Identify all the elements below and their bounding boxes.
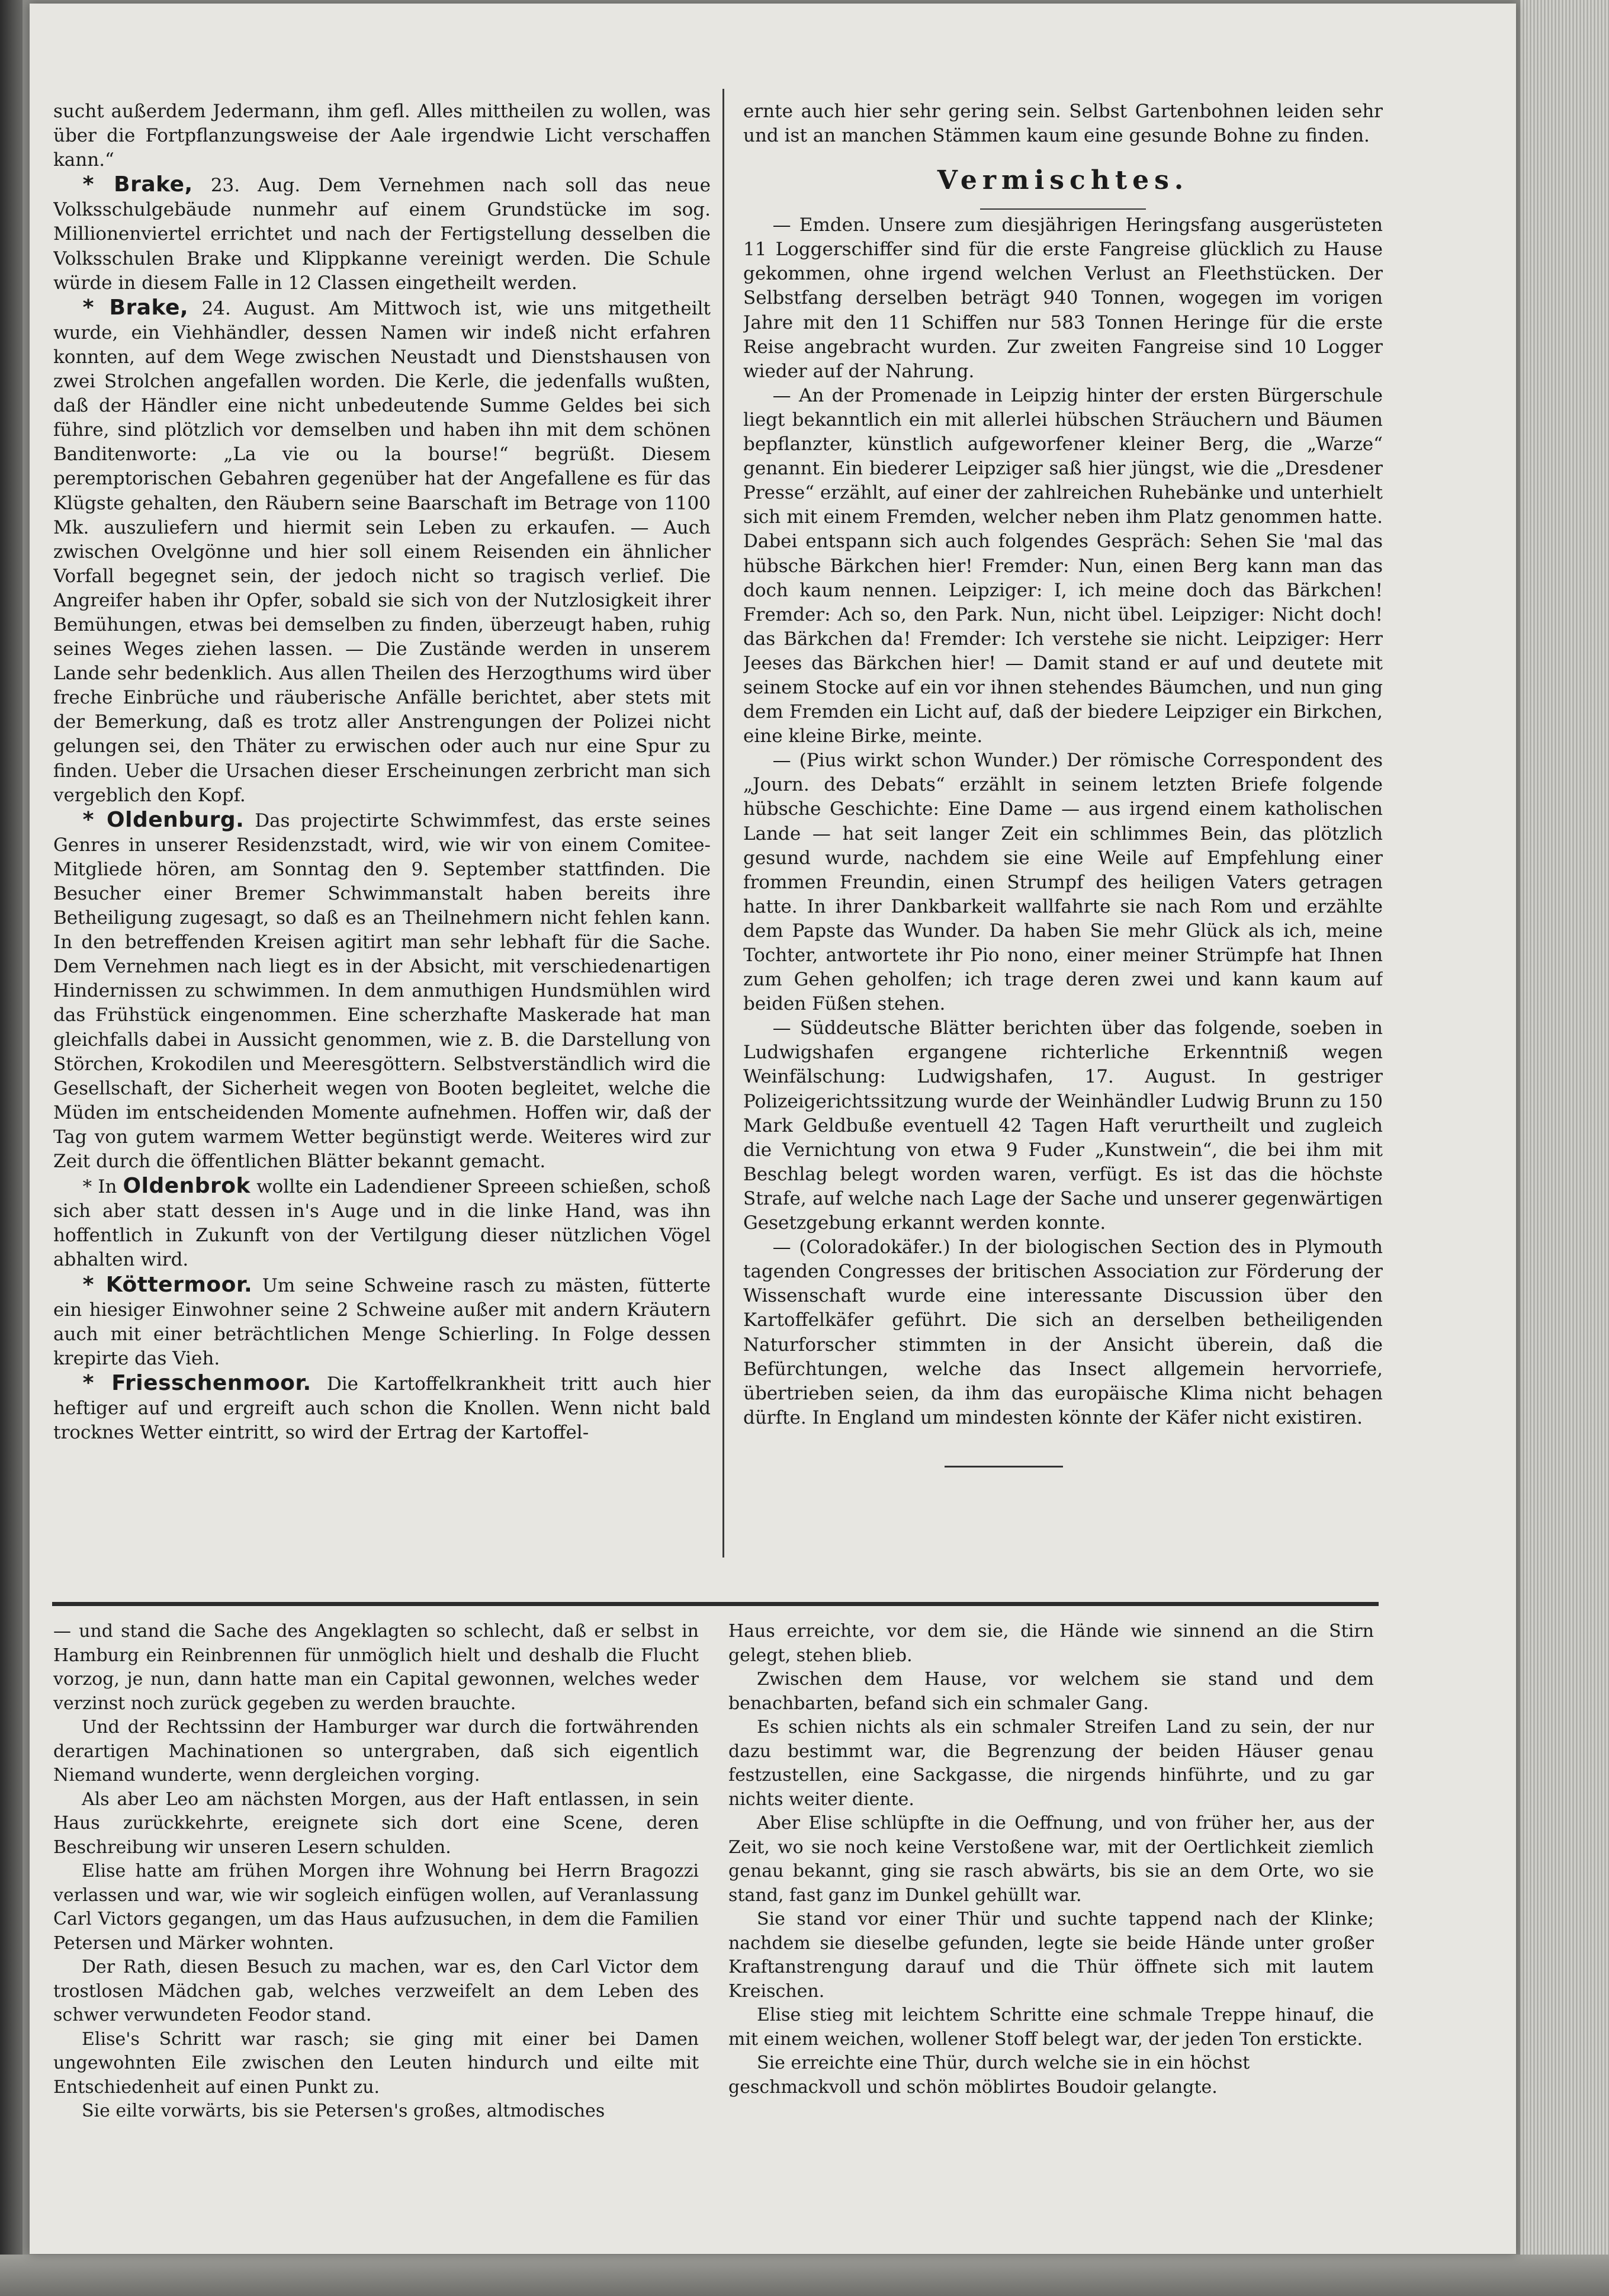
article-continuation: sucht außerdem Jedermann, ihm gefl. Alles mittheilen zu wollen, was über die Fortpflanzungsweise der Aale irgendwie Licht verschaffen kann.“ xyxy=(53,101,711,171)
article-brake-1 xyxy=(53,172,711,295)
article-body: 23. Aug. Dem Vernehmen nach soll das neue Volksschulgebäude nunmehr auf einem Grundstücke im sog. Millionenviertel errichtet und nach der Fertigstellung desselben die Volksschulen Brake und Klippkanne vereinigt werden. Die Schule würde in diesem Falle in 12 Classen eingetheilt werden. xyxy=(53,175,711,294)
miscellany-column xyxy=(743,99,1383,1550)
article-body: wollte ein Ladendiener Spreeen schießen, schoß sich aber statt dessen in's Auge und in die linke Hand, was ihn hoffentlich in Zukunft von der Vertilgung dieser nützlichen Vögel abhalten wird. xyxy=(53,1176,711,1271)
article-body: Das projectirte Schwimmfest, das erste seines Genres in unserer Residenzstadt, wird, wie wir von einem Comitee-Mitgliede hören, am Sonntag den 9. September stattfinden. Die Besucher einer Bremer Schwimmanstalt haben bereits ihre Betheiligung zugesagt, so daß es an Theilnehmern nicht fehlen kann. In den betreffenden Kreisen agitirt man sehr lebhaft für die Sache. Dem Vernehmen nach liegt es in der Absicht, mit verschiedenartigen Hindernissen zu schwimmen. In dem anmuthigen Hundsmühlen wird das Frühstück eingenommen. Eine scherzhafte Maskerade hat man gleichfalls dabei in Aussicht genommen, wie z. B. die Darstellung von Störchen, Krokodilen und Meeresgöttern. Selbstverständlich wird die Gesellschaft, der Sicherheit wegen von Booten begleitet, welche die Müden im entscheidenden Momente aufnehmen. Hoffen wir, daß der Tag von gutem warmem Wetter begünstigt werde. Weiteres wird zur Zeit durch die öffentlichen Blätter bekannt gemacht. xyxy=(53,810,711,1173)
article-body: Die Kartoffelkrankheit tritt auch hier heftiger auf und ergreift auch schon die Knollen. Wenn nicht bald trocknes Wetter eintritt, so wird der Ertrag der Kartoffel- xyxy=(53,1373,711,1444)
story-paragraph: Zwischen dem Hause, vor welchem sie stand und dem benachbarten, befand sich ein schmaler Gang. xyxy=(728,1669,1374,1714)
local-news-column xyxy=(53,99,711,1562)
article-friesschenmoor xyxy=(53,1371,711,1445)
story-paragraph: Elise stieg mit leichtem Schritte eine schmale Treppe hinauf, die mit einem weichen, wollener Stoff belegt war, der jeden Ton erstickte. xyxy=(728,2005,1374,2050)
feuilleton-right-column xyxy=(728,1620,1374,2194)
story-paragraph: Elise's Schritt war rasch; sie ging mit einer bei Damen ungewohnten Eile zwischen den Leuten hindurch und eilte mit Entschiedenheit auf einen Punkt zu. xyxy=(53,2028,699,2098)
article-body: Um seine Schweine rasch zu mästen, fütterte ein hiesiger Einwohner seine 2 Schweine außer mit andern Kräutern auch mit einer beträchtlichen Menge Schierling. In Folge dessen krepirte das Vieh. xyxy=(53,1274,711,1369)
story-paragraph: Als aber Leo am nächsten Morgen, aus der Haft entlassen, in sein Haus zurückkehrte, ereignete sich dort eine Scene, deren Beschreibung wir unseren Lesern schulden. xyxy=(53,1788,699,1858)
article-koettermoor xyxy=(53,1273,711,1371)
story-paragraph: Aber Elise schlüpfte in die Oeffnung, und von früher her, aus der Zeit, wo sie noch keine Verstoßene war, mit der Oertlichkeit ziemlich genau bekannt, ging sie rasch abwärts, bis sie an dem Orte, wo sie stand, fast ganz im Dunkel gehüllt war. xyxy=(728,1813,1374,1906)
feuilleton-left-column xyxy=(53,1620,699,2194)
article-continuation: ernte auch hier sehr gering sein. Selbst Gartenbohnen leiden sehr und ist an manchen Stämmen kaum eine gesunde Bohne zu finden. xyxy=(743,101,1383,147)
story-paragraph: Sie eilte vorwärts, bis sie Petersen's großes, altmodisches xyxy=(82,2101,605,2121)
article-oldenburg xyxy=(53,808,711,1174)
item-coloradokaefer: — (Coloradokäfer.) In der biologischen Section des in Plymouth tagenden Congresses der britischen Association zur Förderung der Wissenschaft wurde eine interessante Discussion über den Kartoffelkäfer geführt. Die sich an derselben betheiligenden Naturforscher stimmten in der Ansicht überein, daß die Befürchtungen, welche das Insect allgemein hervorriefe, übertrieben seien, da ihm das europäische Klima nicht behagen dürfte. In England um mindesten könnte der Käfer nicht existiren. xyxy=(743,1237,1383,1428)
page-stack-edge xyxy=(1520,0,1609,2296)
dateline: * Köttermoor. xyxy=(82,1272,253,1297)
story-paragraph: Und der Rechtssinn der Hamburger war durch die fortwährenden derartigen Machinationen so untergraben, daß sich eigentlich Niemand wunderte, wenn dergleichen vorging. xyxy=(53,1717,699,1786)
title-underline xyxy=(980,208,1146,210)
section-title: Vermischtes. xyxy=(937,165,1189,196)
item-weinfaelschung: — Süddeutsche Blätter berichten über das folgende, soeben in Ludwigshafen ergangene richterliche Erkenntniß wegen Weinfälschung: Ludwigshafen, 17. August. In gestriger Polizeigerichtssitzung wurde der Weinhändler Ludwig Brunn zu 150 Mark Geldbuße eventuell 42 Tagen Haft verurtheilt und zugleich die Vernichtung von etwa 9 Fuder „Kunstwein“, die bei ihm mit Beschlag belegt worden waren, verfügt. Es ist das die höchste Strafe, auf welche nach Lage der Sache und unserer gegenwärtigen Gesetzgebung erkannt werden konnte. xyxy=(743,1017,1383,1234)
story-paragraph: Elise hatte am frühen Morgen ihre Wohnung bei Herrn Bragozzi verlassen und war, wie wir sogleich einfügen wollen, auf Veranlassung Carl Victors gegangen, um das Haus aufzusuchen, in dem die Familien Petersen und Märker wohnten. xyxy=(53,1861,699,1954)
article-brake-2 xyxy=(53,296,711,808)
story-paragraph: Es schien nichts als ein schmaler Streifen Land zu sein, der nur dazu bestimmt war, die Begrenzung der beiden Häuser genau festzustellen, eine Sackgasse, die nirgends hinführte, und zu gar nichts weiter diente. xyxy=(728,1717,1374,1810)
story-paragraph: Haus erreichte, vor dem sie, die Hände wie sinnend an die Stirn gelegt, stehen blieb. xyxy=(728,1621,1374,1666)
dateline-prefix: * In xyxy=(82,1176,117,1198)
dateline: Oldenbrok xyxy=(123,1174,250,1199)
dateline: * Oldenburg. xyxy=(82,807,245,832)
item-leipzig: — An der Promenade in Leipzig hinter der ersten Bürgerschule liegt bekanntlich ein mit allerlei hübschen Sträuchern und Bäumen bepflanzter, künstlich aufgeworfener kleiner Berg, die „Warze“ genannt. Ein biederer Leipziger saß hier jüngst, wie die „Dresdener Presse“ erzählt, auf einer der zahlreichen Ruhebänke und unterhielt sich mit einem Fremden, welcher neben ihm Platz genommen hatte. Dabei entspann sich auch folgendes Gespräch: Sehen Sie 'mal das hübsche Bärkchen hier! Fremder: Nun, einen Berg kann man das doch kaum nennen. Leipziger: I, ich meine doch das Bärkchen! Fremder: Ach so, den Park. Nun, nicht übel. Leipziger: Nicht doch! das Bärkchen da! Fremder: Ich verstehe sie nicht. Leipziger: Herr Jeeses das Bärkchen hier! — Damit stand er auf und deutete mit seinem Stocke auf ein vor ihnen stehendes Bäumchen, und nun ging dem Fremden ein Licht auf, daß der biedere Leipziger ein Birkchen, eine kleine Birke, meinte. xyxy=(743,384,1383,747)
article-oldenbrok xyxy=(53,1174,711,1272)
story-paragraph: Der Rath, diesen Besuch zu machen, war es, den Carl Victor dem trostlosen Mädchen gab, welches verzweifelt an dem Leben des schwer verwundeten Feodor stand. xyxy=(53,1957,699,2025)
book-binding-edge xyxy=(0,0,23,2296)
story-paragraph: Sie erreichte eine Thür, durch welche sie in ein höchst geschmackvoll und schön möblirtes Boudoir gelangte. xyxy=(728,2053,1250,2098)
end-rule xyxy=(945,1466,1063,1467)
scan-bottom-edge xyxy=(0,2255,1609,2296)
article-body: 24. August. Am Mittwoch ist, wie uns mitgetheilt wurde, ein Viehhändler, dessen Namen wir indeß nicht erfahren konnten, auf dem Wege zwischen Neustadt und Dienstshausen von zwei Strolchen angefallen worden. Die Kerle, die jedenfalls wußten, daß der Händler eine nicht unbedeutende Summe Geldes bei sich führe, sind plötzlich vor demselben und haben ihn mit dem schönen Banditenworte: „La vie ou la bourse!“ begrüßt. Diesem peremptorischen Gebahren gegenüber hat der Angefallene es für das Klügste gehalten, den Räubern seine Baarschaft im Betrage von 1100 Mk. auszuliefern und hiermit sein Leben zu erkaufen. — Auch zwischen Ovelgönne und hier soll einem Reisenden ein ähnlicher Vorfall begegnet sein, der jedoch nicht so tragisch verlief. Die Angreifer haben ihr Opfer, sobald sie sich von der Nutzlosigkeit ihrer Bemühungen, etwas bei demselben zu finden, überzeugt haben, ruhig seines Weges ziehen lassen. — Die Zustände werden in unserem Lande sehr bedenklich. Aus allen Theilen des Herzogthums wird über freche Einbrüche und räuberische Anfälle berichtet, aber stets mit der Bemerkung, daß es trotz aller Anstrengungen der Polizei nicht gelungen sei, den Thäter zu erwischen oder auch nur eine Spur zu finden. Ueber die Ursachen dieser Erscheinungen zerbricht man sich vergeblich den Kopf. xyxy=(53,297,711,806)
dateline: * Brake, xyxy=(82,172,193,197)
item-pius: — (Pius wirkt schon Wunder.) Der römische Correspondent des „Journ. des Debats“ erzählt in seinem letzten Briefe folgende hübsche Geschichte: Eine Dame — aus irgend einem katholischen Lande — hat seit langer Zeit ein schlimmes Bein, das plötzlich gesund wurde, nachdem sie eine Weile auf Empfehlung einer frommen Freundin, einen Strumpf des heiligen Vaters getragen hatte. In ihrer Dankbarkeit wallfahrte sie nach Rom und erzählte dem Papste das Wunder. Da haben Sie mehr Glück als ich, meine Tochter, antwortete ihr Pio nono, einer meiner Strümpfe hat Ihnen zum Gehen geholfen; ich trage deren zwei und kann kaum auf beiden Füßen stehen. xyxy=(743,750,1383,1015)
story-paragraph: Sie stand vor einer Thür und suchte tappend nach der Klinke; nachdem sie dieselbe gefunden, legte sie beide Hände unter großer Kraftanstrengung darauf und die Thür öffnete sich mit lautem Kreischen. xyxy=(728,1909,1374,2002)
dateline: * Brake, xyxy=(82,295,189,320)
column-divider xyxy=(722,89,724,1558)
dateline: * Friesschenmoor. xyxy=(82,1370,311,1395)
feuilleton-divider xyxy=(52,1602,1379,1606)
story-paragraph: — und stand die Sache des Angeklagten so schlecht, daß er selbst in Hamburg ein Reinbrennen für unmöglich hielt und deshalb die Flucht vorzog, je nun, dann hatte man ein Capital gewonnen, welches weder verzinst noch zurück gegeben zu werden brauchte. xyxy=(53,1621,699,1714)
item-emden: — Emden. Unsere zum diesjährigen Heringsfang ausgerüsteten 11 Loggerschiffer sind für die erste Fangreise glücklich zu Hause gekommen, ohne irgend welchen Verlust an Fleethstücken. Der Selbstfang derselben beträgt 940 Tonnen, wogegen im vorigen Jahre mit den 11 Schiffen nur 583 Tonnen Heringe für die erste Reise angebracht wurden. Zur zweiten Fangreise sind 10 Logger wieder auf der Nahrung. xyxy=(743,214,1383,382)
